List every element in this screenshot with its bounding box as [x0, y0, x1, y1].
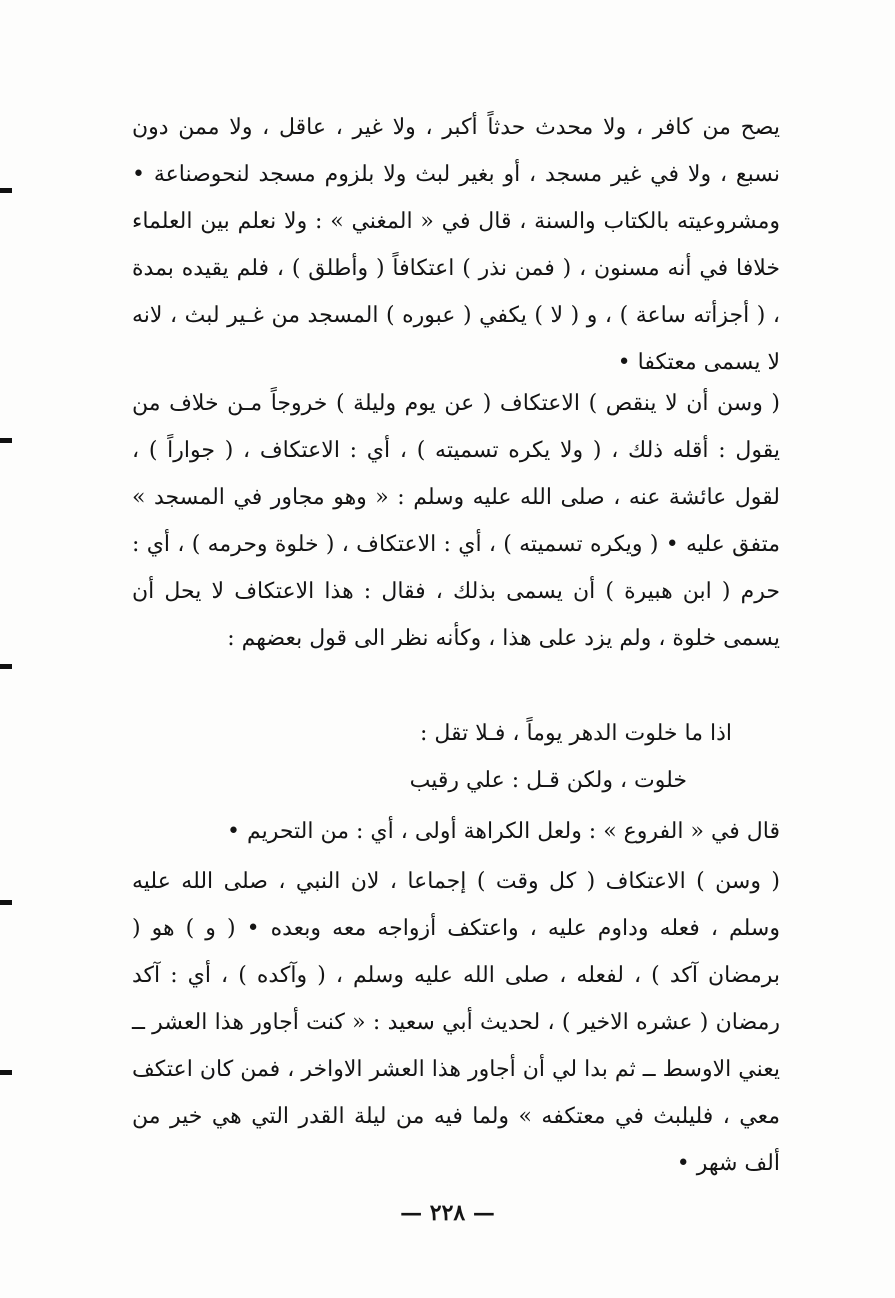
margin-mark [0, 438, 12, 443]
margin-mark [0, 1070, 12, 1075]
margin-mark [0, 900, 12, 905]
page-number: — ٢٢٨ — [400, 1200, 495, 1226]
paragraph-2: ( وسن أن لا ينقص ) الاعتكاف ( عن يوم وليلة ) خروجاً مـن خلاف من يقول : أقله ذلك ، ( ولا يكره تسميته ) ، أي : الاعتكاف ، ( جواراً ) ، لقول عائشة عنه ، صلى الله عليه وسلم : « وهو مجاور في المسجد » متفق عليه • ( ويكره تسميته ) ، أي : الاعتكاف ، ( خلوة وحرمه ) ، أي : حرم ( ابن هبيرة ) أن يسمى بذلك ، فقال : هذا الاعتكاف لا يحل أن يسمى خلوة ، ولم يزد على هذا ، وكأنه نظر الى قول بعضهم : [132, 391, 780, 651]
paragraph-1: يصح من كافر ، ولا محدث حدثاً أكبر ، ولا غير ، عاقل ، ولا ممن دون نسبع ، ولا في غير مسجد ، أو بغير لبث ولا بلزوم مسجد لنحوصناعة • ومشروعيته بالكتاب والسنة ، قال في « المغني » : ولا نعلم بين العلماء خلافا في أنه مسنون ، ( فمن نذر ) اعتكافاً ( وأطلق ) ، فلم يقيده بمدة ، ( أجزأته ساعة ) ، و ( لا ) يكفي ( عبوره ) المسجد من غـير لبث ، لانه لا يسمى معتكفا • [132, 115, 780, 375]
poetry-verse [132, 710, 732, 804]
verse-line-2: خلوت ، ولكن قـل : علي رقيب [409, 768, 687, 793]
paragraph-4: ( وسن ) الاعتكاف ( كل وقت ) إجماعا ، لان النبي ، صلى الله عليه وسلم ، فعله وداوم عليه ، واعتكف أزواجه معه وبعده • ( و ) هو ( برمضان آكد ) ، لفعله ، صلى الله عليه وسلم ، ( وآكده ) ، أي : آكد رمضان ( عشره الاخير ) ، لحديث أبي سعيد : « كنت أجاور هذا العشر ــ يعني الاوسط ــ ثم بدا لي أن أجاور هذا العشر الاواخر ، فمن كان اعتكف معي ، فليلبث في معتكفه » ولما فيه من ليلة القدر التي هي خير من ألف شهر • [132, 869, 780, 1176]
paragraph-3: قال في « الفروع » : ولعل الكراهة أولى ، أي : من التحريم • [226, 819, 780, 844]
margin-mark [0, 664, 12, 669]
verse-line-1: اذا ما خلوت الدهر يوماً ، فـلا تقل : [419, 721, 732, 746]
margin-mark [0, 188, 12, 193]
